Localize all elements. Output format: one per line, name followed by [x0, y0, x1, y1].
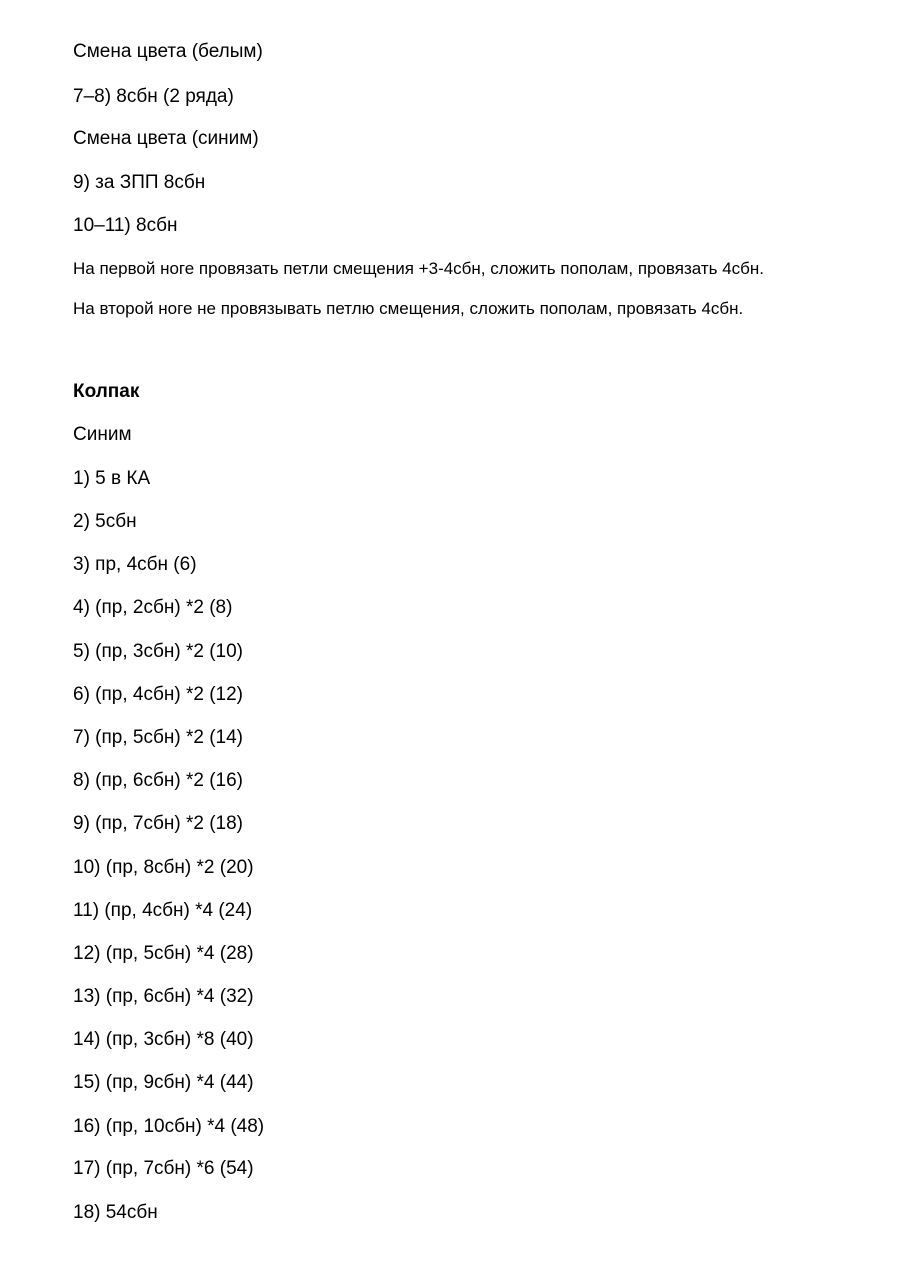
- text-line: 9) за ЗПП 8сбн: [73, 172, 206, 193]
- pattern-row: 15) (пр, 9сбн) *4 (44): [73, 1072, 254, 1093]
- pattern-row: 4) (пр, 2сбн) *2 (8): [73, 597, 233, 618]
- text-line: Смена цвета (белым): [73, 41, 263, 62]
- pattern-row: 12) (пр, 5сбн) *4 (28): [73, 943, 254, 964]
- pattern-row: 5) (пр, 3сбн) *2 (10): [73, 641, 243, 662]
- pattern-row: 13) (пр, 6сбн) *4 (32): [73, 986, 254, 1007]
- pattern-row: 3) пр, 4сбн (6): [73, 554, 197, 575]
- pattern-row: 6) (пр, 4сбн) *2 (12): [73, 684, 243, 705]
- text-line: 10–11) 8сбн: [73, 215, 178, 236]
- text-line: На первой ноге провязать петли смещения +3-4сбн, сложить пополам, провязать 4сбн.: [73, 259, 765, 278]
- text-line: Смена цвета (синим): [73, 128, 259, 149]
- pattern-row: 10) (пр, 8сбн) *2 (20): [73, 857, 254, 878]
- pattern-row: 14) (пр, 3сбн) *8 (40): [73, 1029, 254, 1050]
- section-heading: Колпак: [73, 381, 140, 402]
- pattern-row: 2) 5сбн: [73, 511, 137, 532]
- pattern-row: 9) (пр, 7сбн) *2 (18): [73, 813, 243, 834]
- pattern-row: 7) (пр, 5сбн) *2 (14): [73, 727, 243, 748]
- text-line: 7–8) 8сбн (2 ряда): [73, 86, 234, 107]
- pattern-row: 8) (пр, 6сбн) *2 (16): [73, 770, 243, 791]
- pattern-row: 16) (пр, 10сбн) *4 (48): [73, 1116, 265, 1137]
- pattern-row: 18) 54сбн: [73, 1202, 158, 1223]
- pattern-row: 17) (пр, 7сбн) *6 (54): [73, 1158, 254, 1179]
- pattern-row: 11) (пр, 4сбн) *4 (24): [73, 900, 253, 921]
- text-line: Синим: [73, 424, 132, 445]
- text-line: На второй ноге не провязывать петлю смещения, сложить пополам, провязать 4сбн.: [73, 299, 744, 318]
- pattern-row: 1) 5 в КА: [73, 468, 151, 489]
